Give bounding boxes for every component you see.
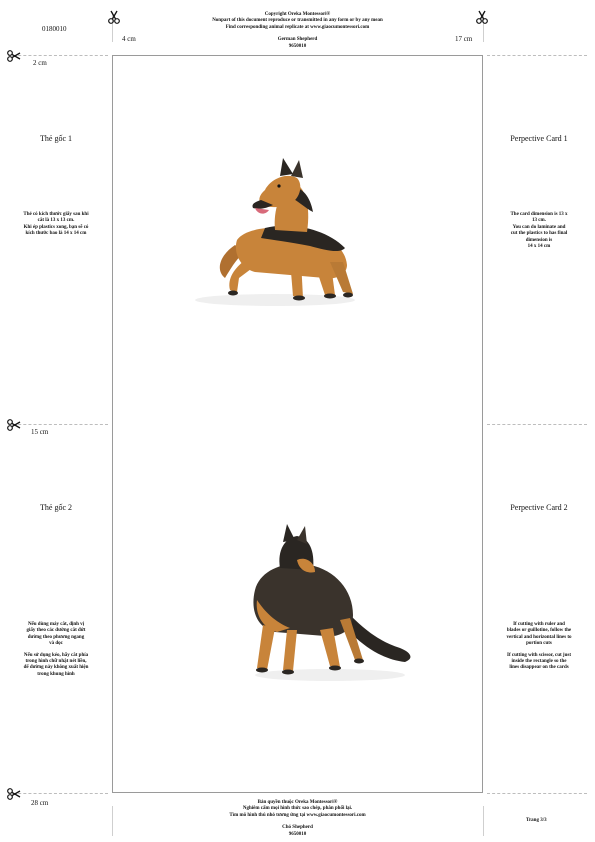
copyright-line: Find corresponding animal replicate at www.giaocumontessori.com	[225, 24, 370, 30]
card1-title-en: Perpective Card 1	[510, 134, 568, 143]
footer-line: Nghiêm cấm mọi hình thức sao chép, phân phối lại.	[242, 806, 353, 812]
copyright-line: Copyright Oreka Montessori®	[264, 12, 331, 17]
item-code: 9650010	[288, 44, 307, 49]
ruler-label-right: 17 cm	[455, 35, 473, 43]
cut-line-bottom-right	[487, 793, 587, 794]
dog-image-card1	[175, 150, 375, 315]
cut-line-top-left	[8, 55, 108, 56]
footer-item-code: 9650010	[288, 832, 307, 837]
card2-note-vi: Nếu dùng máy cắt, định vị giấy theo các đường cắt đứt đường theo phương ngang và dọc Nếu sử dụng kéo, hãy cắt phía trong hình chữ nhật nét liền, để đường này không xuất hiện trong khung hình	[23, 622, 89, 677]
card2-title-en: Perpective Card 2	[510, 503, 568, 512]
cut-line-middle-right	[487, 424, 587, 425]
cut-line-top-right	[487, 55, 587, 56]
card1-note-en: The card dimension is 13 x 13 cm. You can do laminate and cut the plastics to has final dimension is 14 x 14 cm	[510, 212, 568, 250]
doc-code: 0180010	[42, 25, 67, 33]
scissors-icon	[7, 418, 21, 432]
ruler-label-left: 4 cm	[122, 35, 136, 43]
cut-line-vertical-right-bottom	[483, 806, 484, 836]
copyright-line: Nonpart of this document reproduce or transmitted in any form or by any mean	[212, 18, 383, 24]
animal-name-en: German Shepherd	[277, 37, 318, 42]
card2-title-vi: Thẻ gốc 2	[40, 503, 72, 512]
cut-line-bottom-left	[8, 793, 108, 794]
page-number: Trang 3/3	[526, 818, 547, 823]
copyright-block	[170, 12, 425, 31]
cut-line-vertical-left-bottom	[112, 806, 113, 836]
ruler-mark-middle: 15 cm	[31, 428, 49, 436]
card1-title-vi: Thẻ gốc 1	[40, 134, 72, 143]
footer-line: Bản quyền thuộc Oreka Montessori®	[257, 800, 338, 805]
cut-line-middle-left	[8, 424, 108, 425]
ruler-mark-top: 2 cm	[33, 59, 47, 67]
footer-line: Tìm mô hình thú nhỏ tương ứng tại www.giaocumontessori.com	[229, 812, 366, 818]
card1-note-vi: Thẻ có kích thước giấy sau khi cắt là 13 x 13 cm. Khi ép plastics xong, bạn sẽ có kích thước bao là 14 x 14 cm	[23, 212, 89, 237]
scissors-icon	[7, 49, 21, 63]
animal-name-vi: Chó Shepherd	[282, 825, 313, 830]
card2-note-en: If cutting with ruler and blades or guillotine, follow the vertical and horizontal lines to portion cuts If cutting with scissor, cut just inside the rectangle so the lines disappear on the cards	[506, 622, 572, 671]
scissors-icon	[7, 787, 21, 801]
scissors-icon	[107, 10, 121, 24]
dog-image-card2	[235, 520, 425, 690]
ruler-mark-bottom: 28 cm	[31, 799, 49, 807]
footer-block	[170, 800, 425, 819]
scissors-icon	[475, 10, 489, 24]
